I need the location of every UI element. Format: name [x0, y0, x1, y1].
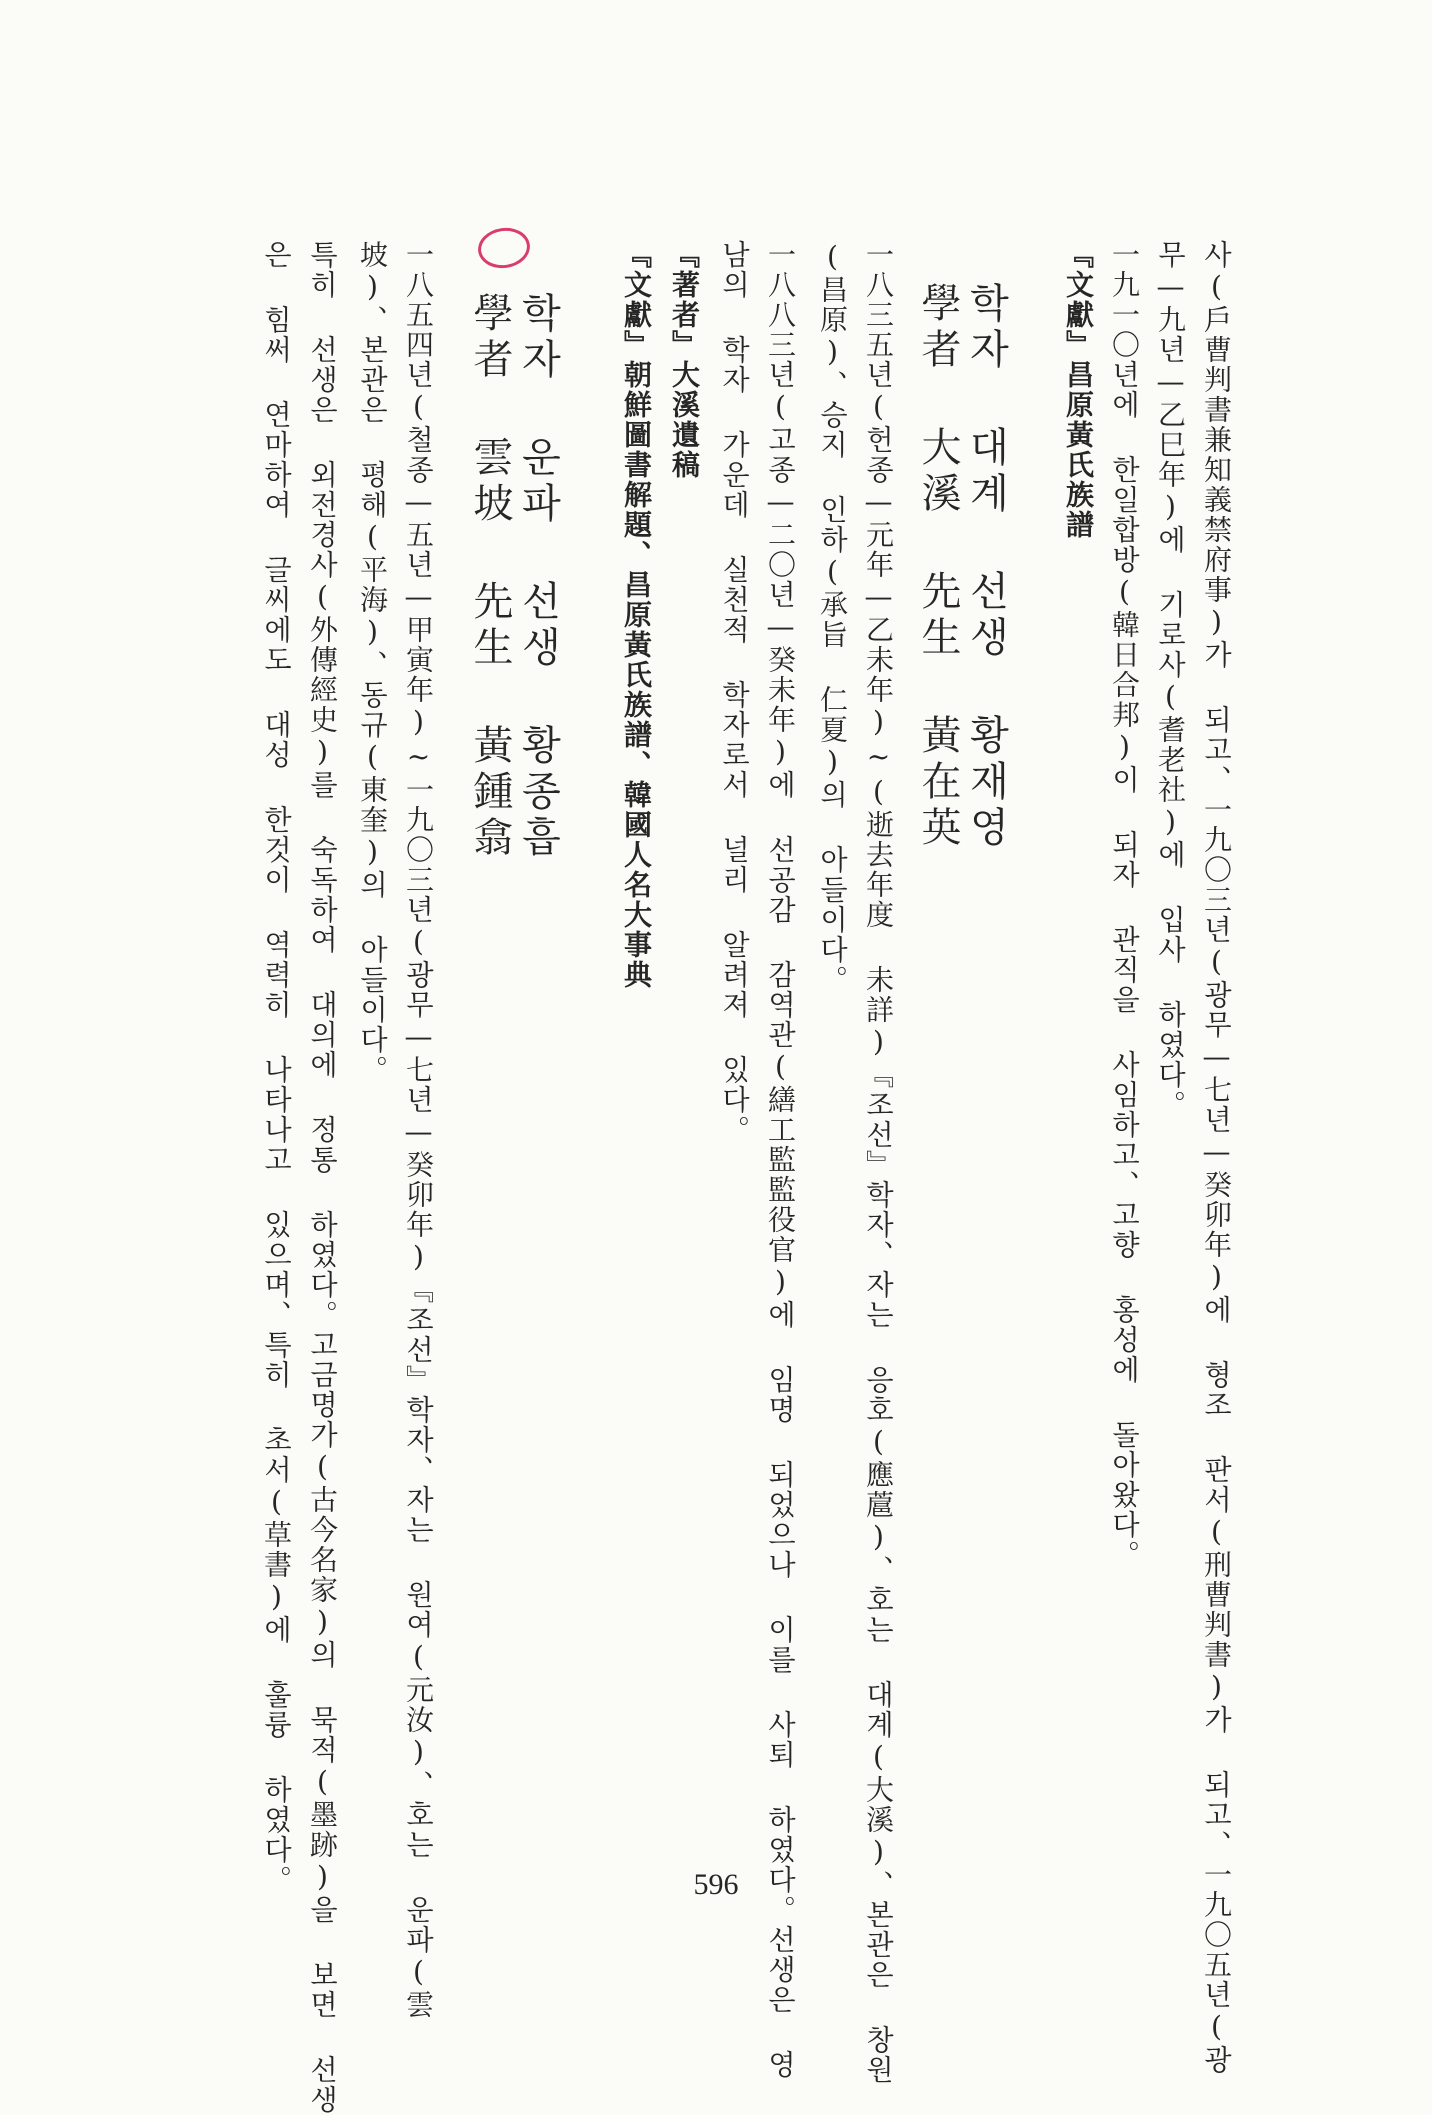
text-line: 一九一〇년에 한일합방(韓日合邦)이 되자 관직을 사임하고、고향 홍성에 돌아왔다。	[1108, 240, 1141, 1570]
text-line: 은 힘써 연마하여 글씨에도 대성 한것이 역력히 나타나고 있으며、특히 초서(草書)에 훌륭 하였다。	[260, 240, 293, 1895]
sources-line: 『文獻』朝鮮圖書解題、昌原黃氏族譜、韓國人名大事典	[620, 240, 653, 990]
text-line: 一八五四년(철종—五년—甲寅年)~一九〇三년(광무—七년—癸卯年)『조선』학자、자는 원여(元汝)、호는 운파(雲	[402, 240, 435, 2020]
author-line: 『著者』大溪遺稿	[668, 240, 701, 480]
text-line: 一八八三년(고종—二〇년—癸未年)에 선공감 감역관(繕工監監役官)에 임명 되었으나 이를 사퇴 하였다。선생은 영	[764, 240, 797, 2080]
handwritten-circle-mark	[475, 225, 532, 272]
text-line: (昌原)、승지 인하(承旨 仁夏)의 아들이다。	[816, 240, 849, 995]
text-line: 一八三五년(헌종—元年—乙未年)~(逝去年度 未詳)『조선』학자、자는 응호(應蔰)、호는 대계(大溪)、본관은 창원	[862, 240, 895, 2085]
text-line: 남의 학자 가운데 실천적 학자로서 널리 알려져 있다。	[718, 240, 751, 1145]
text-line: 사(戶曹判書兼知義禁府事)가 되고、一九〇三년(광무—七년—癸卯年)에 형조 판서(刑曹判書)가 되고、一九〇五년(광	[1200, 240, 1233, 2075]
text-line: 坡)、본관은 평해(平海)、동규(東奎)의 아들이다。	[356, 240, 389, 1085]
text-line: 특히 선생은 외전경사(外傳經史)를 숙독하여 대의에 정통 하였다。고금명가(古今名家)의 묵적(墨跡)을 보면 선생	[306, 240, 339, 2115]
entry-heading-hanja: 學者 大溪 先生 黃在英	[915, 282, 961, 852]
sources-line: 『文獻』昌原黃氏族譜	[1062, 240, 1095, 540]
entry-heading-hangul: 학자 운파 선생 황종흡	[515, 292, 561, 862]
page-number: 596	[693, 1868, 739, 1901]
entry-heading-hanja: 學者 雲坡 先生 黃鍾翕	[467, 292, 513, 862]
entry-heading-hangul: 학자 대계 선생 황재영	[963, 282, 1009, 852]
text-line: 무—九년—乙巳年)에 기로사(耆老社)에 입사 하였다。	[1154, 240, 1187, 1120]
